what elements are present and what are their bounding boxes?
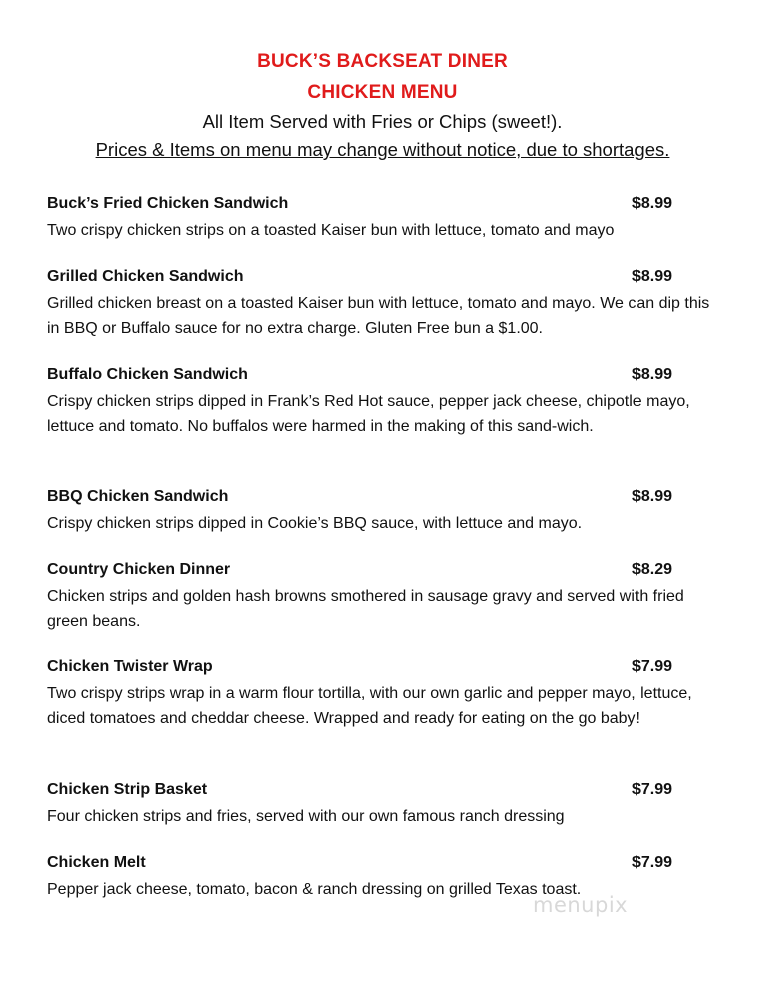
item-price: $7.99: [632, 854, 673, 871]
item-name: Chicken Twister Wrap: [47, 658, 213, 675]
item-description: Four chicken strips and fries, served with our own famous ranch dressing: [47, 808, 565, 825]
menu-item: [47, 366, 727, 439]
item-description: Chicken strips and golden hash browns smothered in sausage gravy and served with fried green beans.: [47, 588, 684, 630]
restaurant-name: BUCK’S BACKSEAT DINER: [257, 51, 508, 72]
item-name: Country Chicken Dinner: [47, 561, 231, 578]
item-description: Grilled chicken breast on a toasted Kaiser bun with lettuce, tomato and mayo. We can dip this in BBQ or Buffalo sauce for no extra charge. Gluten Free bun a $1.00.: [47, 295, 710, 337]
item-name: Buck’s Fried Chicken Sandwich: [47, 195, 289, 212]
menu-subtitle: All Item Served with Fries or Chips (sweet!).: [202, 111, 563, 132]
price-notice: Prices & Items on menu may change without notice, due to shortages.: [95, 139, 670, 160]
item-description: Pepper jack cheese, tomato, bacon & ranch dressing on grilled Texas toast.: [47, 881, 582, 898]
menu-item: [47, 658, 727, 731]
item-price: $7.99: [632, 781, 673, 798]
menu-item: [47, 268, 727, 341]
menu-item: [47, 561, 727, 634]
menu-item: [47, 781, 727, 830]
menu-item: [47, 195, 727, 244]
menu-title: CHICKEN MENU: [307, 82, 458, 103]
item-name: Buffalo Chicken Sandwich: [47, 366, 248, 383]
item-description: Crispy chicken strips dipped in Frank’s Red Hot sauce, pepper jack cheese, chipotle mayo, lettuce and tomato. No buffalos were harmed in the making of this sand-wich.: [47, 393, 690, 435]
item-price: $8.99: [632, 195, 673, 212]
item-name: Chicken Strip Basket: [47, 781, 208, 798]
item-price: $8.99: [632, 366, 673, 383]
item-description: Two crispy chicken strips on a toasted Kaiser bun with lettuce, tomato and mayo: [47, 222, 615, 239]
menupix-watermark: menupix: [533, 893, 629, 917]
item-description: Two crispy strips wrap in a warm flour tortilla, with our own garlic and pepper mayo, lettuce, diced tomatoes and cheddar cheese. Wrapped and ready for eating on the go baby!: [47, 685, 692, 727]
item-price: $7.99: [632, 658, 673, 675]
item-price: $8.99: [632, 488, 673, 505]
item-price: $8.99: [632, 268, 673, 285]
item-description: Crispy chicken strips dipped in Cookie’s BBQ sauce, with lettuce and mayo.: [47, 515, 583, 532]
item-name: Chicken Melt: [47, 854, 146, 871]
item-price: $8.29: [632, 561, 673, 578]
menu-item: [47, 488, 727, 537]
item-name: Grilled Chicken Sandwich: [47, 268, 244, 285]
item-name: BBQ Chicken Sandwich: [47, 488, 229, 505]
